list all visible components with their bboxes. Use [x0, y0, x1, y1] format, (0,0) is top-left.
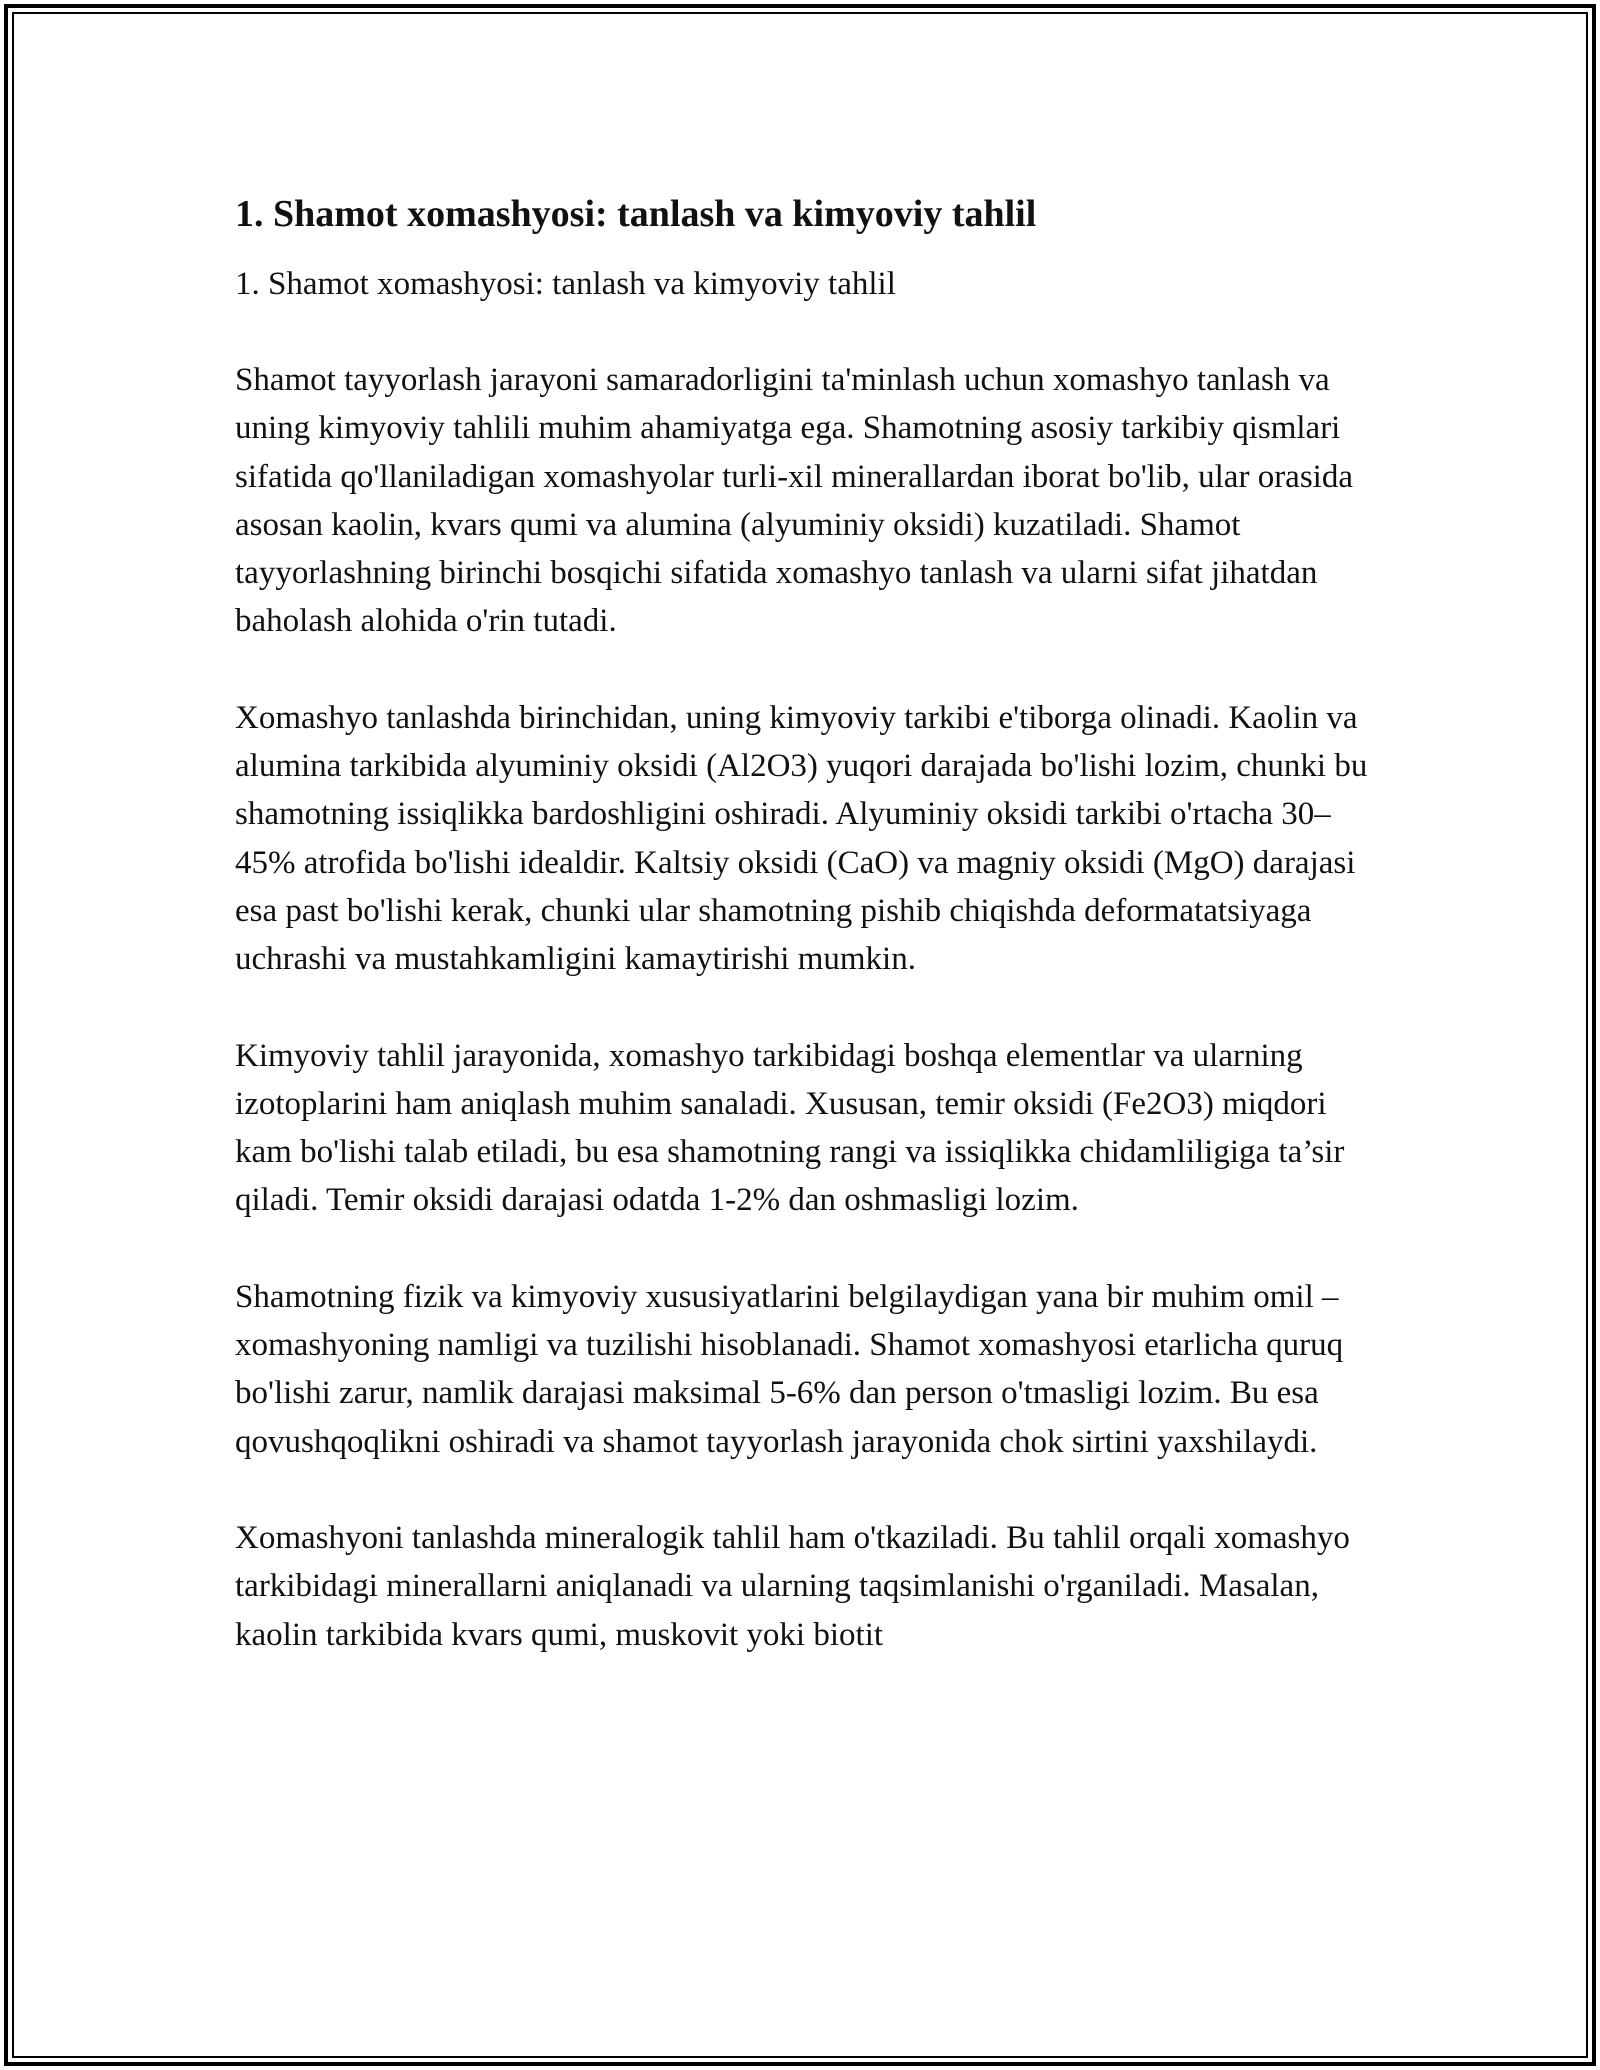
- paragraph-2: Xomashyo tanlashda birinchidan, uning kimyoviy tarkibi e'tiborga olinadi. Kaolin va alumina tarkibida alyuminiy oksidi (Al2O3) yuqori darajada bo'lishi lozim, chunki bu shamotning issiqlikka bardoshligini oshiradi. Alyuminiy oksidi tarkibi o'rtacha 30–45% atrofida bo'lishi idealdir. Kaltsiy oksidi (CaO) va magniy oksidi (MgO) darajasi esa past bo'lishi kerak, chunki ular shamotning pishib chiqishda deformatatsiyaga uchrashi va mustahkamligini kamaytirishi mumkin.: [235, 699, 1368, 978]
- document-heading: 1. Shamot xomashyosi: tanlash va kimyoviy tahlil: [235, 193, 1037, 235]
- paragraph-3: Kimyoviy tahlil jarayonida, xomashyo tarkibidagi boshqa elementlar va ularning izotoplarini ham aniqlash muhim sanaladi. Xususan, temir oksidi (Fe2O3) miqdori kam bo'lishi talab etiladi, bu esa shamotning rangi va issiqlikka chidamliligiga ta’sir qiladi. Temir oksidi darajasi odatda 1-2% dan oshmasligi lozim.: [235, 1037, 1345, 1219]
- paragraph-5: Xomashyoni tanlashda mineralogik tahlil ham o'tkaziladi. Bu tahlil orqali xomashyo tarkibidagi minerallarni aniqlanadi va ularning taqsimlanishi o'rganiladi. Masalan, kaolin tarkibida kvars qumi, muskovit yoki biotit: [235, 1519, 1350, 1653]
- document-body: [235, 190, 1375, 1659]
- paragraph-1: Shamot tayyorlash jarayoni samaradorligini ta'minlash uchun xomashyo tanlash va uning kimyoviy tahlili muhim ahamiyatga ega. Shamotning asosiy tarkibiy qismlari sifatida qo'llaniladigan xomashyolar turli-xil minerallardan iborat bo'lib, ular orasida asosan kaolin, kvars qumi va alumina (alyuminiy oksidi) kuzatiladi. Shamot tayyorlashning birinchi bosqichi sifatida xomashyo tanlash va ularni sifat jihatdan baholash alohida o'rin tutadi.: [235, 362, 1353, 640]
- document-subheading: 1. Shamot xomashyosi: tanlash va kimyoviy tahlil: [235, 266, 896, 302]
- paragraph-4: Shamotning fizik va kimyoviy xususiyatlarini belgilaydigan yana bir muhim omil – xomashyoning namligi va tuzilishi hisoblanadi. Shamot xomashyosi etarlicha quruq bo'lishi zarur, namlik darajasi maksimal 5-6% dan person o'tmasligi lozim. Bu esa qovushqoqlikni oshiradi va shamot tayyorlash jarayonida chok sirtini yaxshilaydi.: [235, 1278, 1344, 1460]
